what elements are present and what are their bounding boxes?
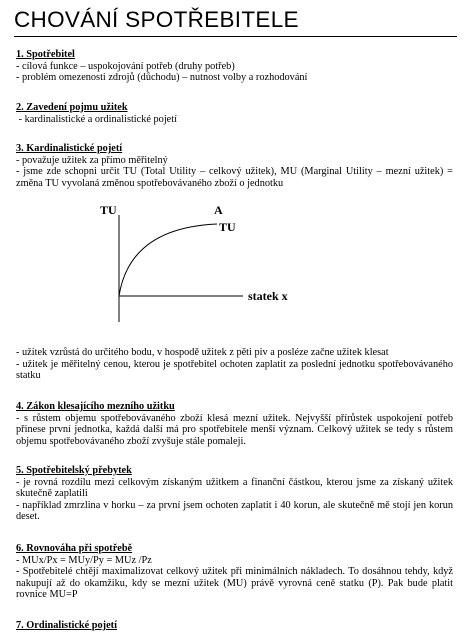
section-2	[16, 102, 453, 125]
title-rule	[14, 36, 457, 37]
section-7	[16, 620, 453, 632]
section-4	[16, 401, 453, 447]
text-paragraph: - například zmrzlina v horku – za první jsem ochoten zaplatit i 40 korun, ale skutečně mě stojí jen korun deset.	[16, 499, 453, 523]
section-6	[16, 543, 453, 601]
text-line: - problém omezenosti zdrojů (důchodu) – nutnost volby a rozhodování	[16, 72, 308, 84]
section-heading: 7. Ordinalistické pojetí	[16, 620, 117, 631]
text-line: - užitek vzrůstá do určitého bodu, v hospodě užitek z pěti piv a posléze začne užitek klesat	[16, 347, 389, 358]
section-heading: 6. Rovnováha při spotřebě	[16, 543, 133, 554]
section-heading: 4. Zákon klesajícího mezního užitku	[16, 401, 175, 412]
section-heading: 5. Spotřebitelský přebytek	[16, 465, 132, 476]
curve-label: TU	[219, 220, 236, 234]
text-line: - cílová funkce – uspokojování potřeb (druhy potřeb)	[16, 60, 235, 72]
text-paragraph: - jsme zde schopni určit TU (Total Utility – celkový užitek), MU (Marginal Utility – mezní užitek) = změna TU vyvolaná změnou spotřebovávaného zboží o jednotku	[16, 166, 453, 189]
section-5	[16, 465, 453, 523]
page-title: CHOVÁNÍ SPOTŘEBITELE	[14, 7, 299, 32]
text-line: - považuje užitek za přímo měřitelný	[16, 154, 168, 166]
section-3-continued	[16, 347, 453, 382]
section-heading: 1. Spotřebitel	[16, 49, 75, 60]
utility-chart	[95, 200, 325, 325]
text-paragraph: - Spotřebitelé chtějí maximalizovat celkový užitek při minimálních nákladech. To dosáhnou tehdy, když nakupují až do okamžiku, kdy se mezní užitek (MU) právě vyrovná ceně statku (P). Pak bude platit rovnice MU=P	[16, 566, 453, 601]
y-axis-label: TU	[100, 203, 117, 217]
section-heading: 3. Kardinalistické pojetí	[16, 143, 123, 154]
point-label: A	[214, 203, 223, 217]
text-line: - MUx/Px = MUy/Py = MUz /Pz	[16, 554, 152, 566]
text-paragraph: - je rovná rozdílu mezi celkovým získaným užitkem a finanční částkou, kterou jsme za získaný užitek skutečně zaplatili	[16, 476, 453, 500]
section-3	[16, 143, 453, 189]
section-heading: 2. Zavedení pojmu užitek	[16, 102, 128, 113]
tu-curve	[119, 224, 217, 296]
x-axis-label: statek x	[248, 289, 288, 303]
text-paragraph: - užitek je měřitelný cenou, kterou je spotřebitel ochoten zaplatit za poslední jednotku spotřebovávaného statku	[16, 358, 453, 382]
text-paragraph: - s růstem objemu spotřebovávaného zboží klesá mezní užitek. Nejvyšší přírůstek uspokojení potřeb přinese první jednotka, každá další má pro spotřebitele menší význam. Celkový užitek se tedy s růstem objemu spotřebovávaného zboží zvyšuje stále pomaleji.	[16, 412, 453, 447]
text-line: - kardinalistické a ordinalistické pojetí	[16, 113, 177, 125]
section-1	[16, 49, 453, 84]
